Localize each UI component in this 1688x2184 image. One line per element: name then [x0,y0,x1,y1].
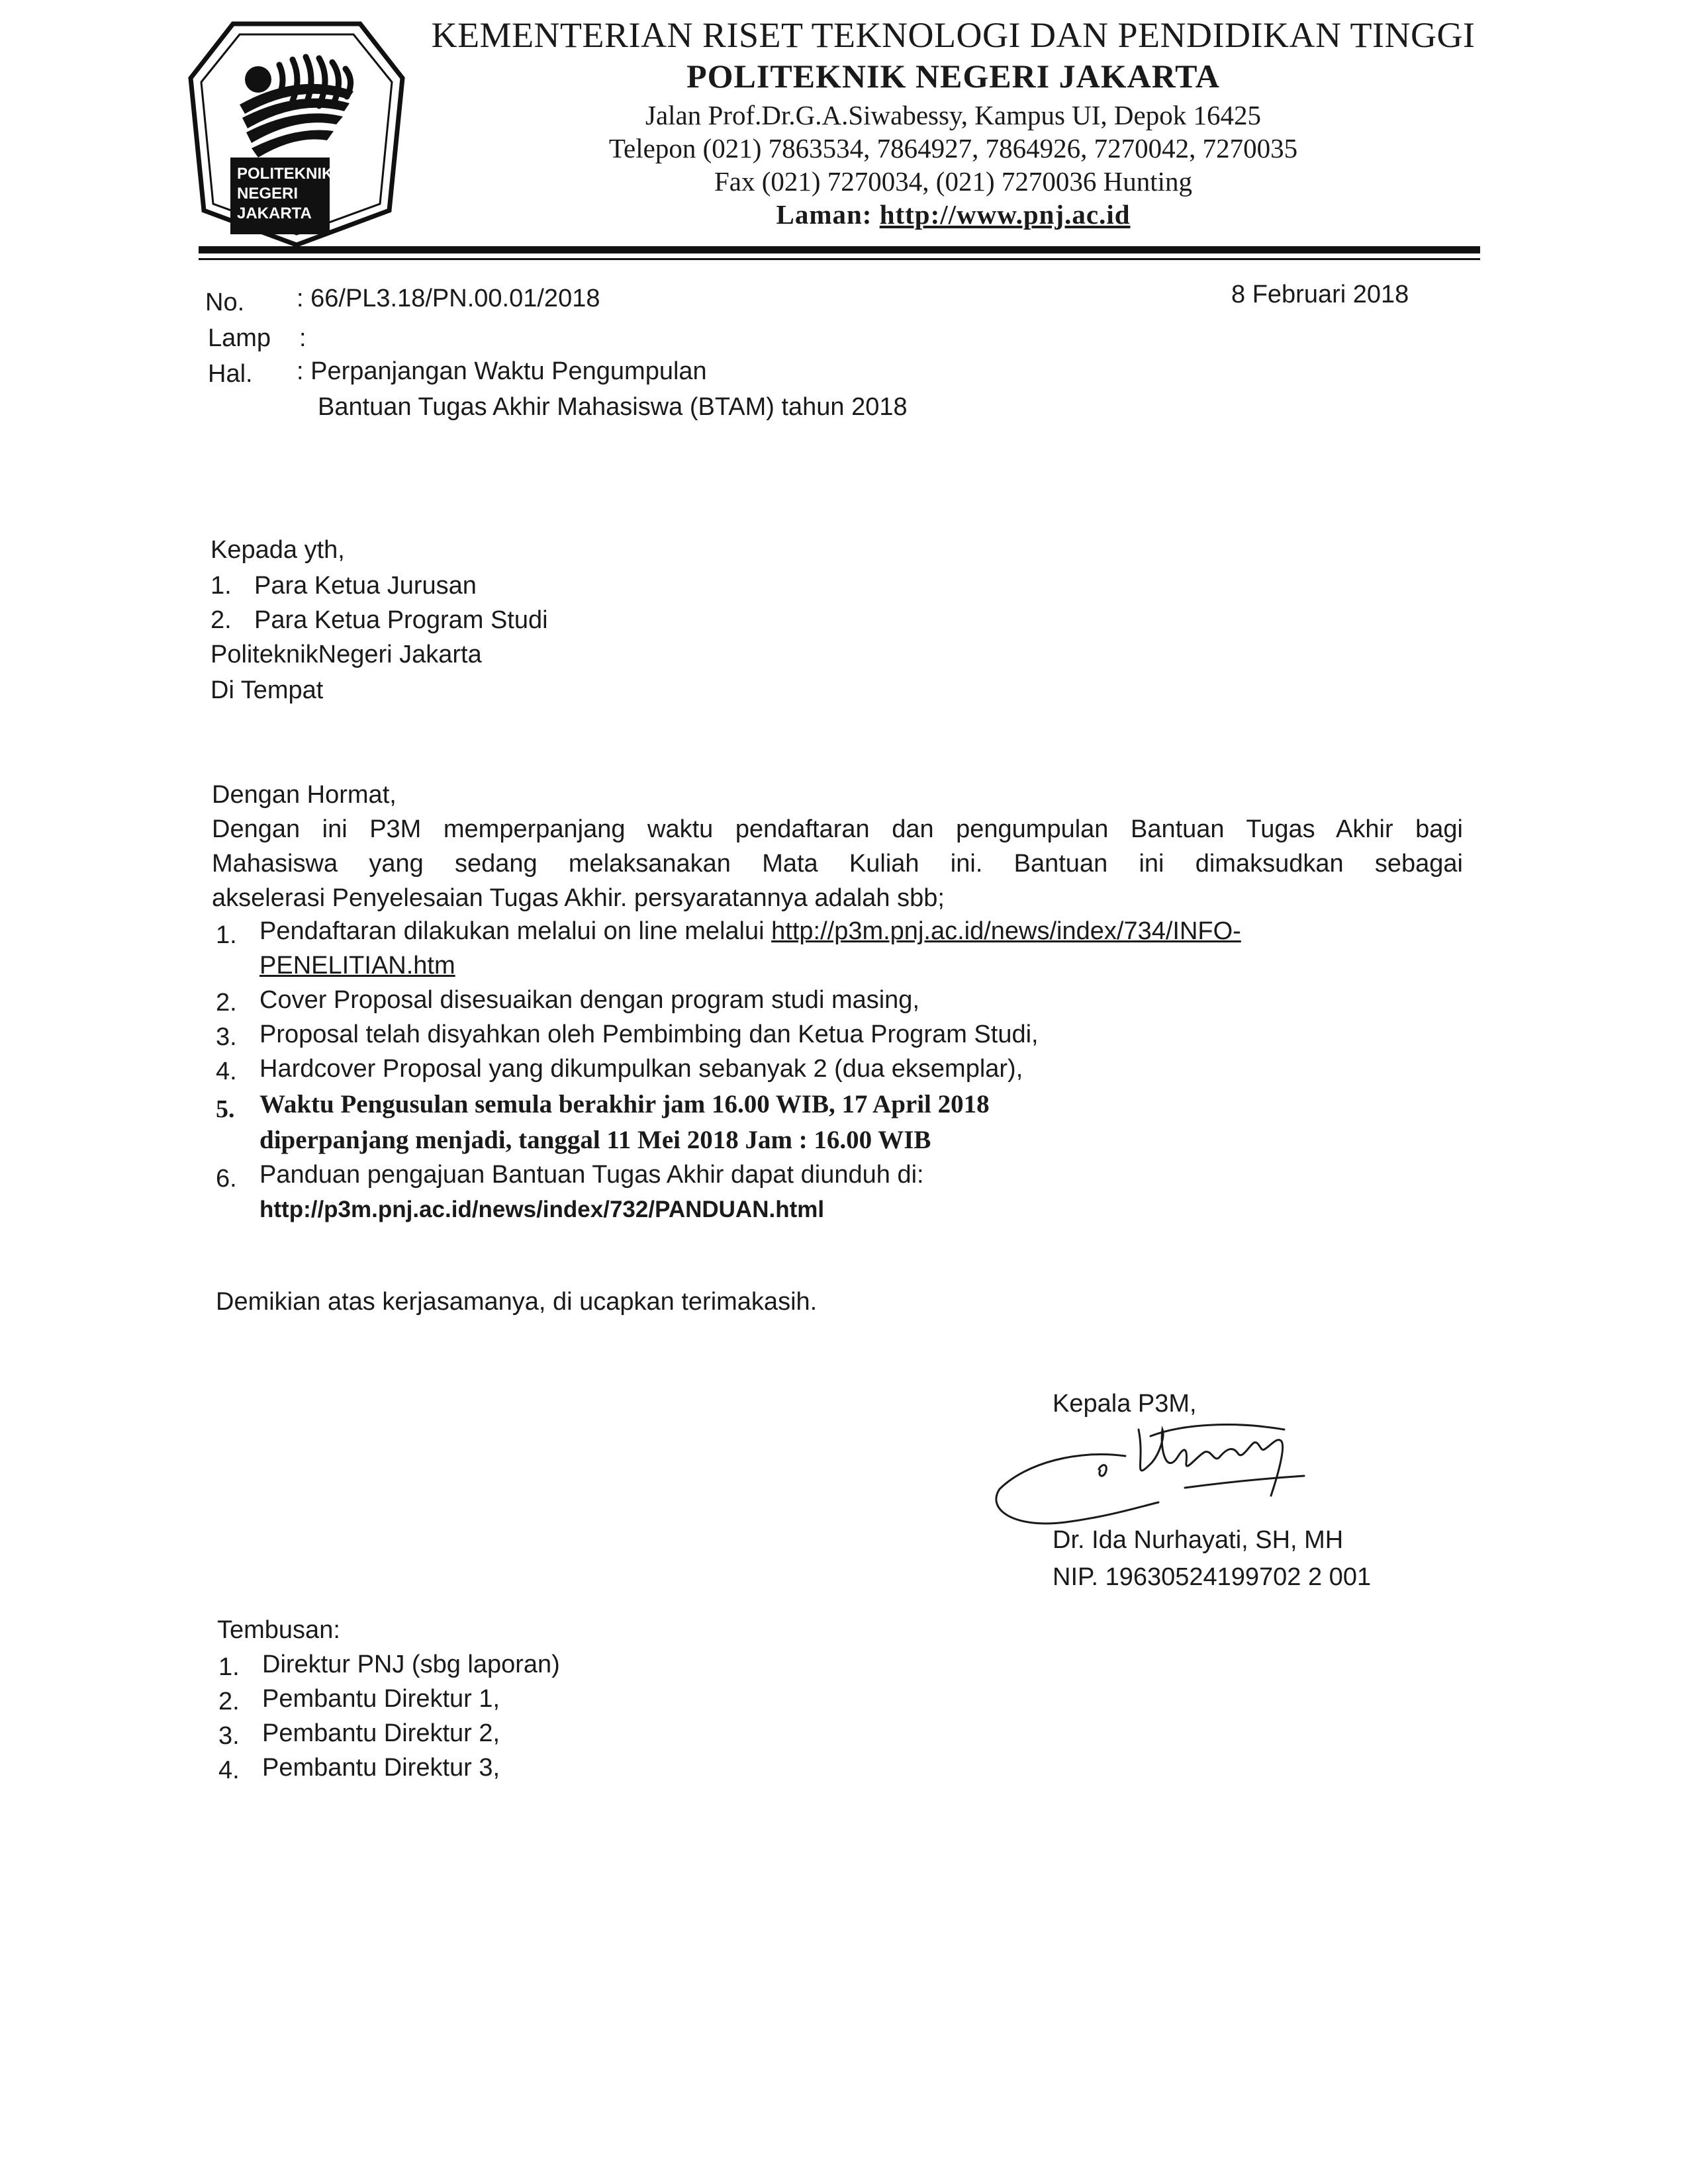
letterhead-divider-thin [199,258,1480,260]
paragraph-line: Mahasiswa yang sedang melaksanakan Mata Kuliah ini. Bantuan ini dimaksudkan sebagai [212,850,1463,878]
subject-label: Hal. [208,360,253,388]
cc-item: Pembantu Direktur 2, [262,1719,500,1747]
institution-phone: Telepon (021) 7863534, 7864927, 7864926, 7270042, 7270035 [608,133,1298,163]
requirement-item: Hardcover Proposal yang dikumpulkan sebanyak 2 (dua eksemplar), [259,1055,1023,1083]
requirement-num: 4. [216,1058,237,1085]
letter-date: 8 Februari 2018 [1231,281,1409,308]
letter-number: : 66/PL3.18/PN.00.01/2018 [297,285,600,312]
recipient-item-num: 2. [211,606,232,634]
deadline-original: Waktu Pengusulan semula berakhir jam 16.00 WIB, 17 April 2018 [259,1090,990,1118]
requirement-num: 5. [216,1095,235,1123]
cc-item: Pembantu Direktur 1, [262,1685,500,1713]
institution-website [424,199,1483,230]
requirement-item: Cover Proposal disesuaikan dengan program studi masing, [259,986,919,1014]
requirement-item: Panduan pengajuan Bantuan Tugas Akhir dapat diunduh di: [259,1161,924,1189]
requirement-num: 6. [216,1165,237,1193]
recipient-item: Para Ketua Program Studi [254,606,548,634]
requirement-num: 3. [216,1023,237,1051]
pnj-logo [187,19,406,250]
requirement-num: 2. [216,989,237,1017]
cc-label: Tembusan: [217,1616,340,1644]
cc-item-num: 3. [218,1722,240,1750]
letter-number-label: No. [205,289,245,316]
requirement-num: 1. [216,921,237,949]
cc-item-num: 4. [218,1756,240,1784]
deadline-extended: diperpanjang menjadi, tanggal 11 Mei 2018 Jam : 16.00 WIB [259,1126,931,1154]
salutation: Dengan Hormat, [212,781,397,809]
signatory-name: Dr. Ida Nurhayati, SH, MH [1053,1526,1344,1554]
guide-download-link[interactable]: http://p3m.pnj.ac.id/news/index/732/PANDUAN.html [259,1197,825,1222]
ministry-name: KEMENTERIAN RISET TEKNOLOGI DAN PENDIDIKAN TINGGI [431,15,1476,55]
institution-name: POLITEKNIK NEGERI JAKARTA [686,58,1220,95]
recipient-greeting: Kepada yth, [211,536,345,564]
handwritten-signature [986,1410,1331,1542]
recipient-item-num: 1. [211,572,232,600]
requirement-item [259,917,1463,946]
requirement-item: Proposal telah disyahkan oleh Pembimbing dan Ketua Program Studi, [259,1021,1039,1048]
website-label: Laman: [776,199,872,230]
cc-item-num: 1. [218,1653,240,1681]
institution-address: Jalan Prof.Dr.G.A.Siwabessy, Kampus UI, Depok 16425 [645,100,1261,130]
logo-text-line-1: POLITEKNIK [237,165,334,183]
subject-line-2: Bantuan Tugas Akhir Mahasiswa (BTAM) tahun 2018 [318,393,908,421]
institution-fax: Fax (021) 7270034, (021) 7270036 Hunting [714,166,1192,197]
registration-link-continued[interactable]: PENELITIAN.htm [259,952,455,979]
logo-text-line-2: NEGERI [237,185,299,203]
attachment-value: : [299,324,306,352]
paragraph-line: Dengan ini P3M memperpanjang waktu pendaftaran dan pengumpulan Bantuan Tugas Akhir bagi [212,815,1463,843]
requirement-text: Pendaftaran dilakukan melalui on line melalui [259,917,772,945]
attachment-label: Lamp [208,324,271,352]
paragraph-line: akselerasi Penyelesaian Tugas Akhir. persyaratannya adalah sbb; [212,884,945,912]
closing-sentence: Demikian atas kerjasamanya, di ucapkan terimakasih. [216,1288,818,1316]
recipient-institution: PoliteknikNegeri Jakarta [211,641,482,668]
recipient-place: Di Tempat [211,676,324,704]
cc-item-num: 2. [218,1688,240,1715]
signatory-nip: NIP. 19630524199702 2 001 [1053,1563,1372,1591]
cc-item: Pembantu Direktur 3, [262,1754,500,1782]
signatory-position: Kepala P3M, [1053,1390,1197,1418]
registration-link[interactable]: http://p3m.pnj.ac.id/news/index/734/INFO- [771,917,1241,945]
logo-text-line-3: JAKARTA [237,205,312,222]
website-link[interactable]: http://www.pnj.ac.id [879,199,1131,230]
cc-item: Direktur PNJ (sbg laporan) [262,1651,560,1678]
letterhead-divider-thick [199,246,1480,253]
recipient-item: Para Ketua Jurusan [254,572,477,600]
subject-line-1: : Perpanjangan Waktu Pengumpulan [297,357,707,385]
